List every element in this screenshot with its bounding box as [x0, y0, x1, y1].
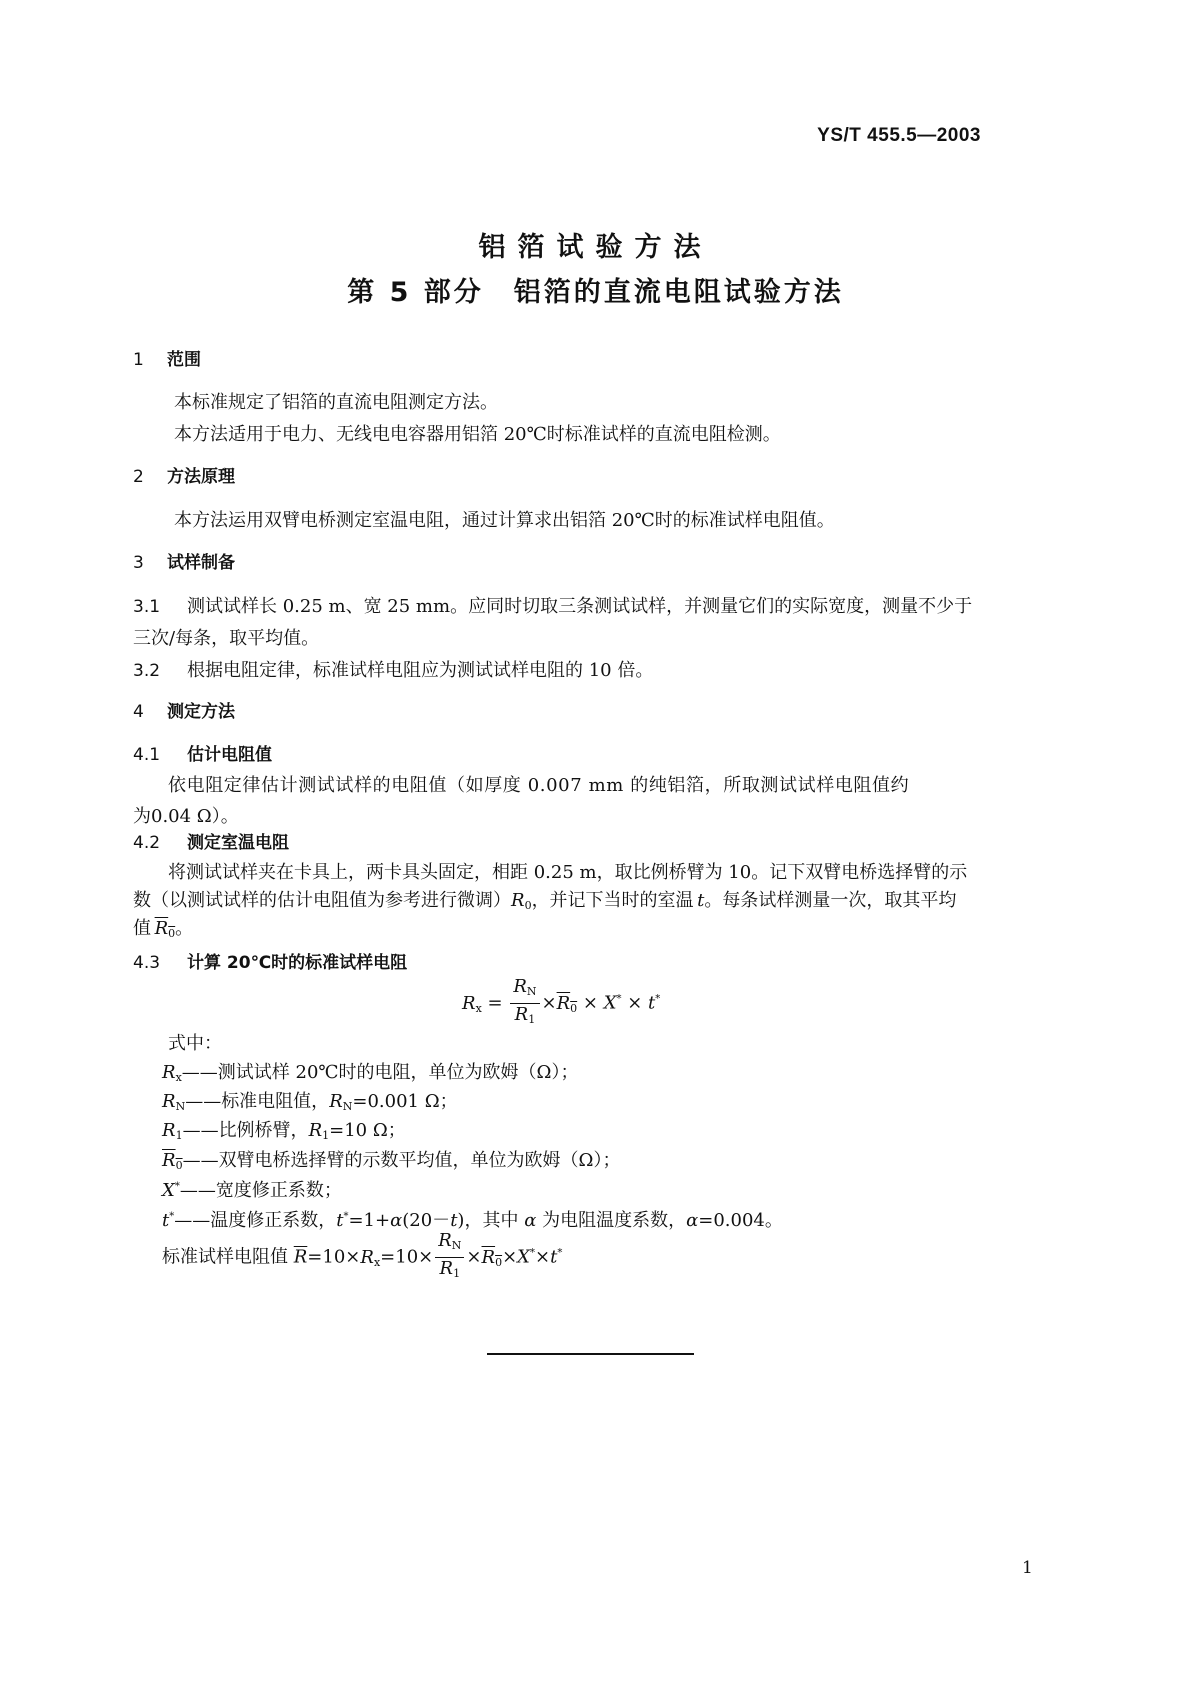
definition-rn: $R_N——$标准电阻值，$R_N=0.001$ Ω； [162, 1091, 458, 1113]
paragraph: 将测试试样夹在卡具上，两卡具头固定，相距 0.25 m，取比例桥臂为 10。记下双臂电桥选择臂的示 [168, 862, 968, 883]
paragraph-with-formula: 值 $R_0$。 [133, 918, 194, 940]
clause-number: 3.2 [133, 661, 161, 681]
paragraph: 三次/每条，取平均值。 [133, 628, 320, 649]
clause-text: 根据电阻定律，标准试样电阻应为测试试样电阻的 10 倍。 [187, 660, 654, 681]
section-1-heading [133, 345, 201, 370]
clause-3-1 [133, 592, 972, 618]
text-span: 。每条试样测量一次，取其平均 [704, 890, 957, 911]
standard-code: YS/T 455.5—2003 [817, 125, 981, 146]
section-3-heading [133, 548, 235, 573]
section-title: 测定方法 [167, 702, 235, 722]
definition-t: t*——温度修正系数，t*=1+α(20－t)，其中 α 为电阻温度系数，α=0.004。 [162, 1210, 783, 1231]
clause-number: 4.1 [133, 745, 161, 765]
clause-number: 4.2 [133, 833, 161, 853]
symbol-r0: $R_0$ [511, 890, 532, 912]
clause-3-2 [133, 656, 653, 682]
formula-label: 标准试样电阻值 [162, 1246, 288, 1268]
section-4-heading [133, 697, 235, 722]
clause-4-1-heading [133, 740, 272, 765]
paragraph-with-formula [133, 886, 956, 912]
paragraph: 本标准规定了铝箔的直流电阻测定方法。 [174, 392, 498, 413]
section-number: 1 [133, 350, 144, 370]
clause-title: 测定室温电阻 [187, 833, 289, 853]
text-span: 值 [133, 918, 151, 939]
clause-number: 3.1 [133, 597, 161, 617]
section-number: 4 [133, 702, 144, 722]
section-title: 范围 [167, 350, 201, 370]
clause-number: 4.3 [133, 953, 161, 973]
section-title: 方法原理 [167, 467, 235, 487]
doc-title-main: 铝箔试验方法 [478, 232, 713, 263]
section-title: 试样制备 [167, 553, 235, 573]
doc-title-part: 第 5 部分 铝箔的直流电阻试验方法 [347, 277, 844, 308]
clause-4-2-heading [133, 828, 289, 853]
formula-standard-resistance: 标准试样电阻值 $\overline{R}=10\times R_x=10\times$ $\frac{R_N}{R_1}$ $\times R_0\times X^*\times t^*$ [162, 1230, 563, 1280]
definition-rx: $R_x——$测试试样 20℃时的电阻，单位为欧姆（Ω）； [162, 1062, 579, 1084]
section-number: 3 [133, 553, 144, 573]
formula-rx: $R_x$ = $\frac{R_N}{R_1}$ $\times R_0 \times X^* \times t^*$ [462, 976, 661, 1026]
clause-text: 测试试样长 0.25 m、宽 25 mm。应同时切取三条测试试样，并测量它们的实际宽度，测量不少于 [187, 596, 973, 617]
clause-title: 计算 20℃时的标准试样电阻 [187, 953, 408, 973]
definition-x: X*——宽度修正系数； [162, 1180, 342, 1201]
paragraph: 本方法运用双臂电桥测定室温电阻，通过计算求出铝箔 20℃时的标准试样电阻值。 [174, 510, 835, 531]
end-rule [487, 1353, 694, 1355]
section-number: 2 [133, 467, 144, 487]
text-span: 数（以测试试样的估计电阻值为参考进行微调） [133, 890, 511, 911]
paragraph: 本方法适用于电力、无线电电容器用铝箔 20℃时标准试样的直流电阻检测。 [174, 424, 781, 445]
where-label: 式中： [168, 1033, 222, 1054]
paragraph: 依电阻定律估计测试试样的电阻值（如厚度 0.007 mm 的纯铝箔，所取测试试样电阻值约 [168, 775, 910, 796]
clause-title: 估计电阻值 [187, 745, 272, 765]
text-span: ，并记下当时的室温 [531, 890, 694, 911]
definition-r1: $R_1——$比例桥臂，$R_1=10$ Ω； [162, 1120, 406, 1142]
page-number: 1 [1022, 1558, 1033, 1578]
section-2-heading [133, 462, 235, 487]
clause-4-3-heading [133, 948, 407, 973]
symbol-r0-mean: $R_0$ [154, 918, 176, 940]
definition-r0: $R_0——$双臂电桥选择臂的示数平均值，单位为欧姆（Ω）； [162, 1150, 621, 1172]
paragraph: 为0.04 Ω）。 [133, 806, 239, 827]
symbol-t: t [697, 890, 705, 911]
